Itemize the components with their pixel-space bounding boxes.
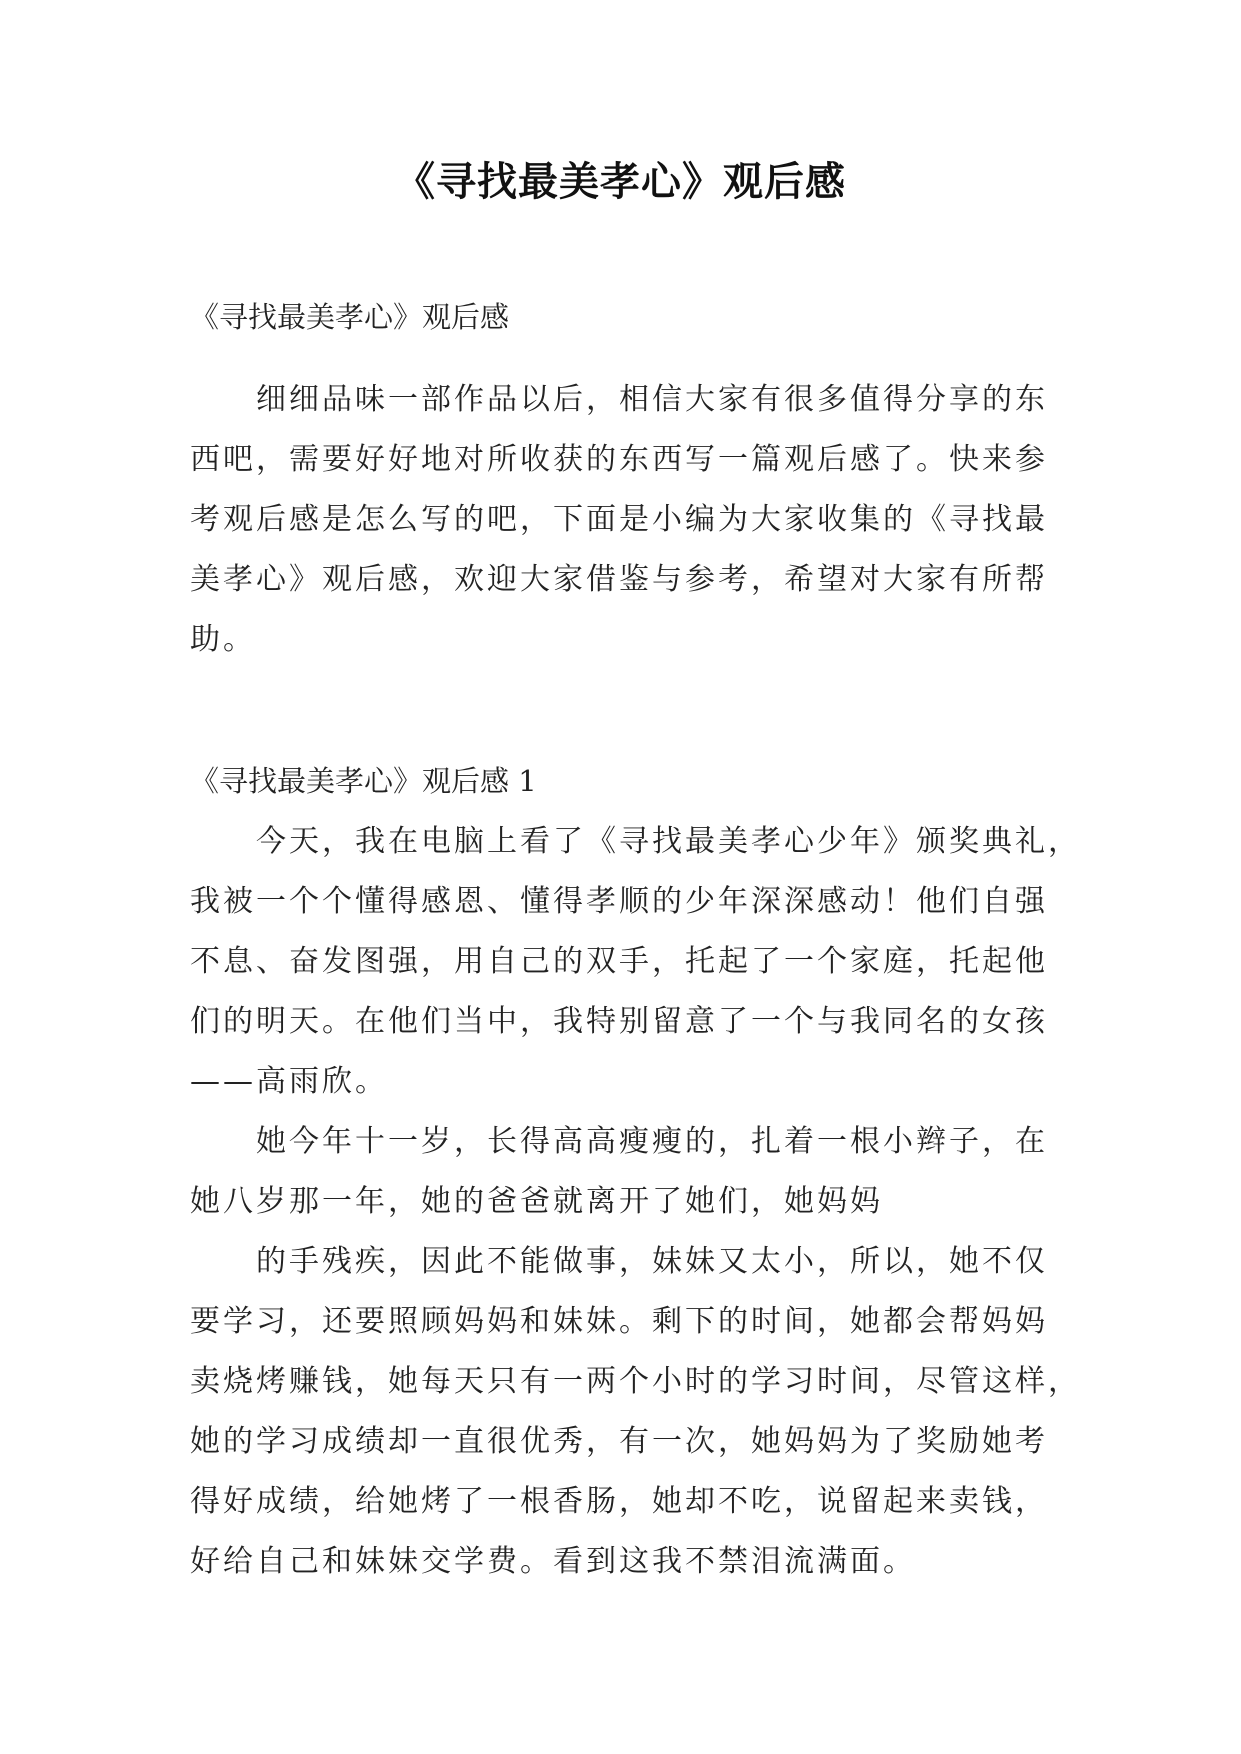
intro-line: 助。 — [190, 622, 256, 657]
paragraph-2 — [190, 1112, 1070, 1232]
paragraph-line: 她八岁那一年，她的爸爸就离开了她们，她妈妈 — [190, 1184, 883, 1219]
document-title: 《寻找最美孝心》观后感 — [395, 159, 846, 205]
paragraph-3 — [190, 1232, 1081, 1592]
intro-line: 考观后感是怎么写的吧，下面是小编为大家收集的《寻找最 — [190, 502, 1048, 537]
paragraph-line: 好给自己和妹妹交学费。看到这我不禁泪流满面。 — [190, 1544, 916, 1579]
paragraph-line: ——高雨欣。 — [190, 1064, 388, 1099]
paragraph-line: 们的明天。在他们当中，我特别留意了一个与我同名的女孩 — [190, 1004, 1048, 1039]
paragraph-line: 她的学习成绩却一直很优秀，有一次，她妈妈为了奖励她考 — [190, 1424, 1048, 1459]
intro-line: 细细品味一部作品以后，相信大家有很多值得分享的东 — [256, 382, 1048, 417]
paragraph-line: 要学习，还要照顾妈妈和妹妹。剩下的时间，她都会帮妈妈 — [190, 1304, 1048, 1339]
paragraph-line: 得好成绩，给她烤了一根香肠，她却不吃，说留起来卖钱， — [190, 1484, 1048, 1519]
intro-paragraph — [190, 370, 1070, 670]
document-subtitle: 《寻找最美孝心》观后感 — [190, 300, 510, 334]
intro-line: 美孝心》观后感，欢迎大家借鉴与参考，希望对大家有所帮 — [190, 562, 1048, 597]
section-heading: 《寻找最美孝心》观后感 1 — [190, 764, 537, 798]
paragraph-line: 的手残疾，因此不能做事，妹妹又太小，所以，她不仅 — [256, 1244, 1048, 1279]
paragraph-line: 我被一个个懂得感恩、懂得孝顺的少年深深感动！他们自强 — [190, 884, 1048, 919]
paragraph-1 — [190, 812, 1081, 1112]
paragraph-line: 她今年十一岁，长得高高瘦瘦的，扎着一根小辫子，在 — [256, 1124, 1048, 1159]
intro-line: 西吧，需要好好地对所收获的东西写一篇观后感了。快来参 — [190, 442, 1048, 477]
paragraph-line: 今天，我在电脑上看了《寻找最美孝心少年》颁奖典礼， — [256, 824, 1081, 859]
paragraph-line: 卖烧烤赚钱，她每天只有一两个小时的学习时间，尽管这样， — [190, 1364, 1081, 1399]
paragraph-line: 不息、奋发图强，用自己的双手，托起了一个家庭，托起他 — [190, 944, 1048, 979]
